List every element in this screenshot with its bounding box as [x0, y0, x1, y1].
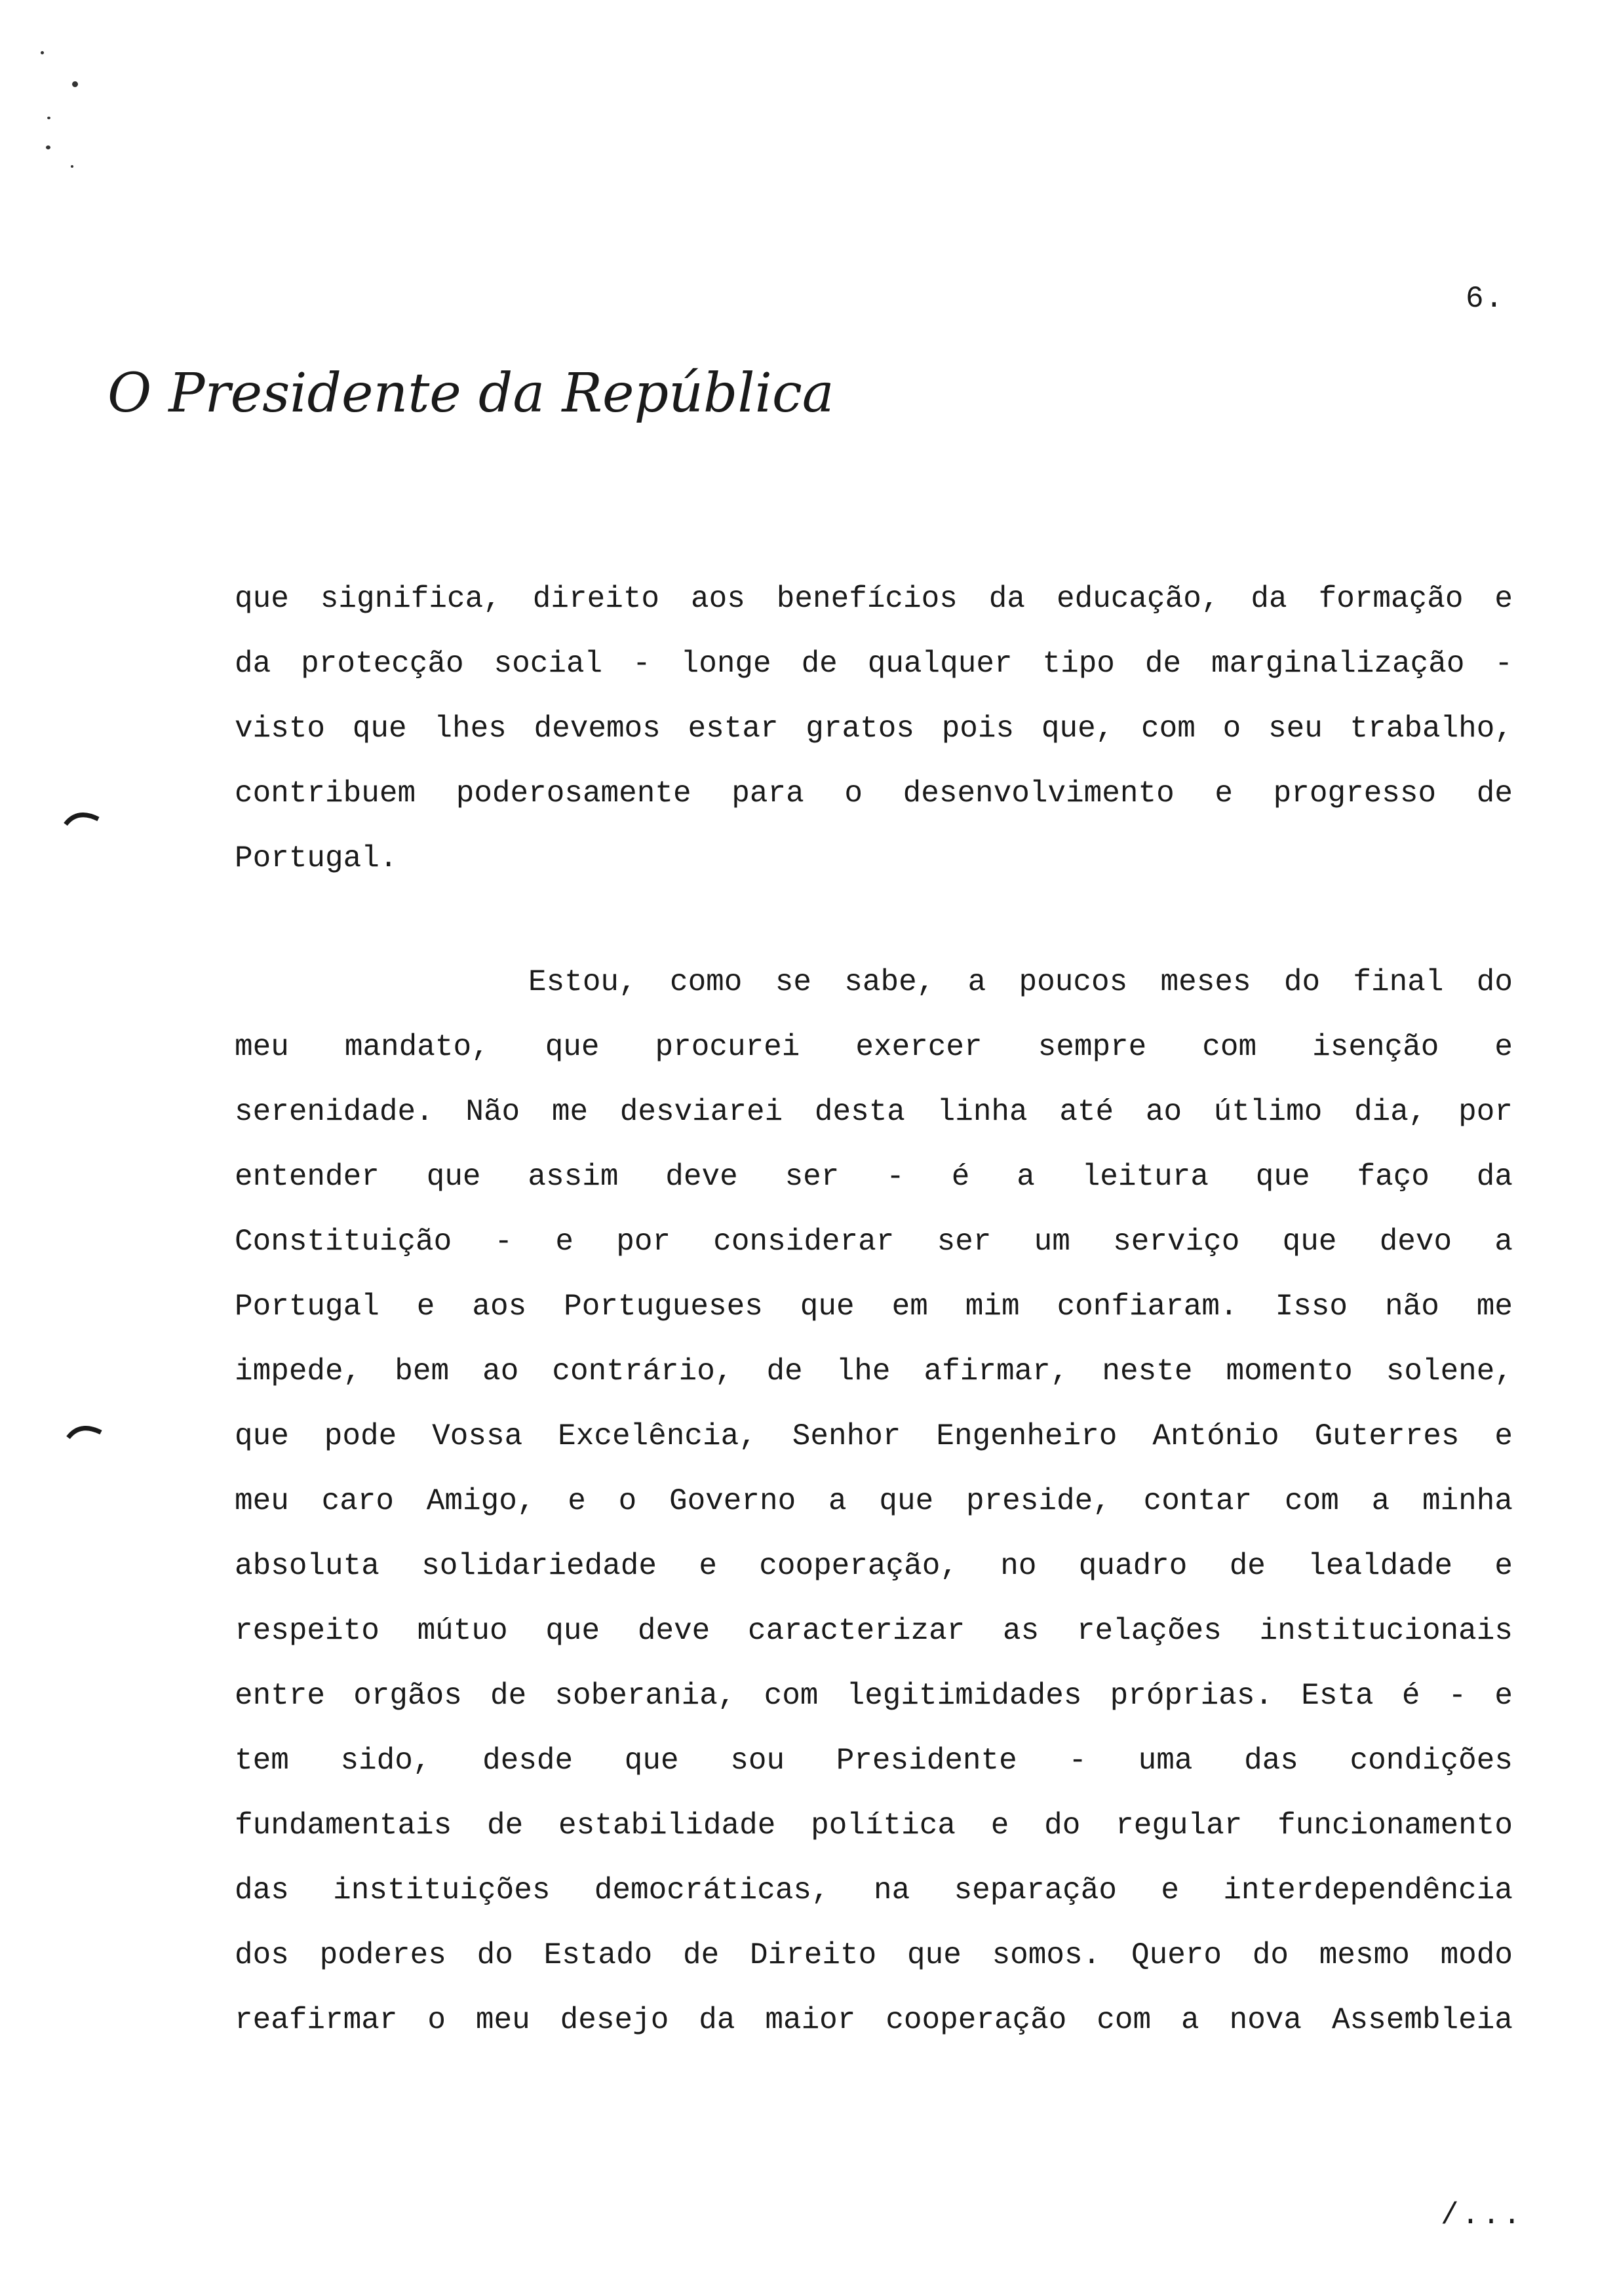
text-line: dos poderes do Estado de Direito que somos. Quero do mesmo modo — [235, 1938, 1513, 1972]
scan-speck — [41, 51, 44, 54]
text-line: entender que assim deve ser - é a leitura que faço da — [235, 1160, 1513, 1194]
paragraph-1 — [235, 567, 1513, 891]
text-line: serenidade. Não me desviarei desta linha até ao útlimo dia, por — [235, 1095, 1513, 1129]
text-line: absoluta solidariedade e cooperação, no quadro de lealdade e — [235, 1549, 1513, 1583]
scan-speck — [46, 145, 50, 149]
continuation-mark: /... — [1441, 2198, 1524, 2232]
text-line: impede, bem ao contrário, de lhe afirmar, neste momento solene, — [235, 1354, 1513, 1388]
text-line: contribuem poderosamente para o desenvolvimento e progresso de — [235, 776, 1513, 811]
text-line: meu mandato, que procurei exercer sempre com isenção e — [235, 1030, 1513, 1064]
text-line: meu caro Amigo, e o Governo a que preside, contar com a minha — [235, 1484, 1513, 1518]
text-line: Portugal. — [235, 841, 398, 875]
text-line: que pode Vossa Excelência, Senhor Engenheiro António Guterres e — [235, 1419, 1513, 1453]
text-line: respeito mútuo que deve caracterizar as relações institucionais — [235, 1614, 1513, 1648]
text-line: Constituição - e por considerar ser um serviço que devo a — [235, 1225, 1513, 1259]
text-line: visto que lhes devemos estar gratos pois que, com o seu trabalho, — [235, 712, 1513, 746]
letterhead-text: O Presidente da República — [107, 362, 834, 425]
scan-speck — [47, 117, 50, 119]
text-line: que significa, direito aos benefícios da educação, da formação e — [235, 582, 1513, 616]
scan-speck — [72, 81, 78, 87]
text-line: tem sido, desde que sou Presidente - uma das condições — [235, 1744, 1513, 1778]
text-line: reafirmar o meu desejo da maior cooperação com a nova Assembleia — [235, 2003, 1513, 2037]
scan-speck — [71, 165, 73, 168]
paragraph-2 — [235, 950, 1513, 2053]
text-line: Estou, como se sabe, a poucos meses do final do — [528, 965, 1513, 999]
binder-mark — [66, 1421, 105, 1440]
page-number: 6. — [1466, 282, 1505, 316]
binder-mark — [63, 807, 102, 827]
text-line: das instituições democráticas, na separação e interdependência — [235, 1873, 1513, 1907]
text-line: Portugal e aos Portugueses que em mim confiaram. Isso não me — [235, 1290, 1513, 1324]
text-line: da protecção social - longe de qualquer tipo de marginalização - — [235, 647, 1513, 681]
letterhead — [105, 354, 834, 432]
text-line: entre orgãos de soberania, com legitimidades próprias. Esta é - e — [235, 1679, 1513, 1713]
text-line: fundamentais de estabilidade política e do regular funcionamento — [235, 1808, 1513, 1843]
